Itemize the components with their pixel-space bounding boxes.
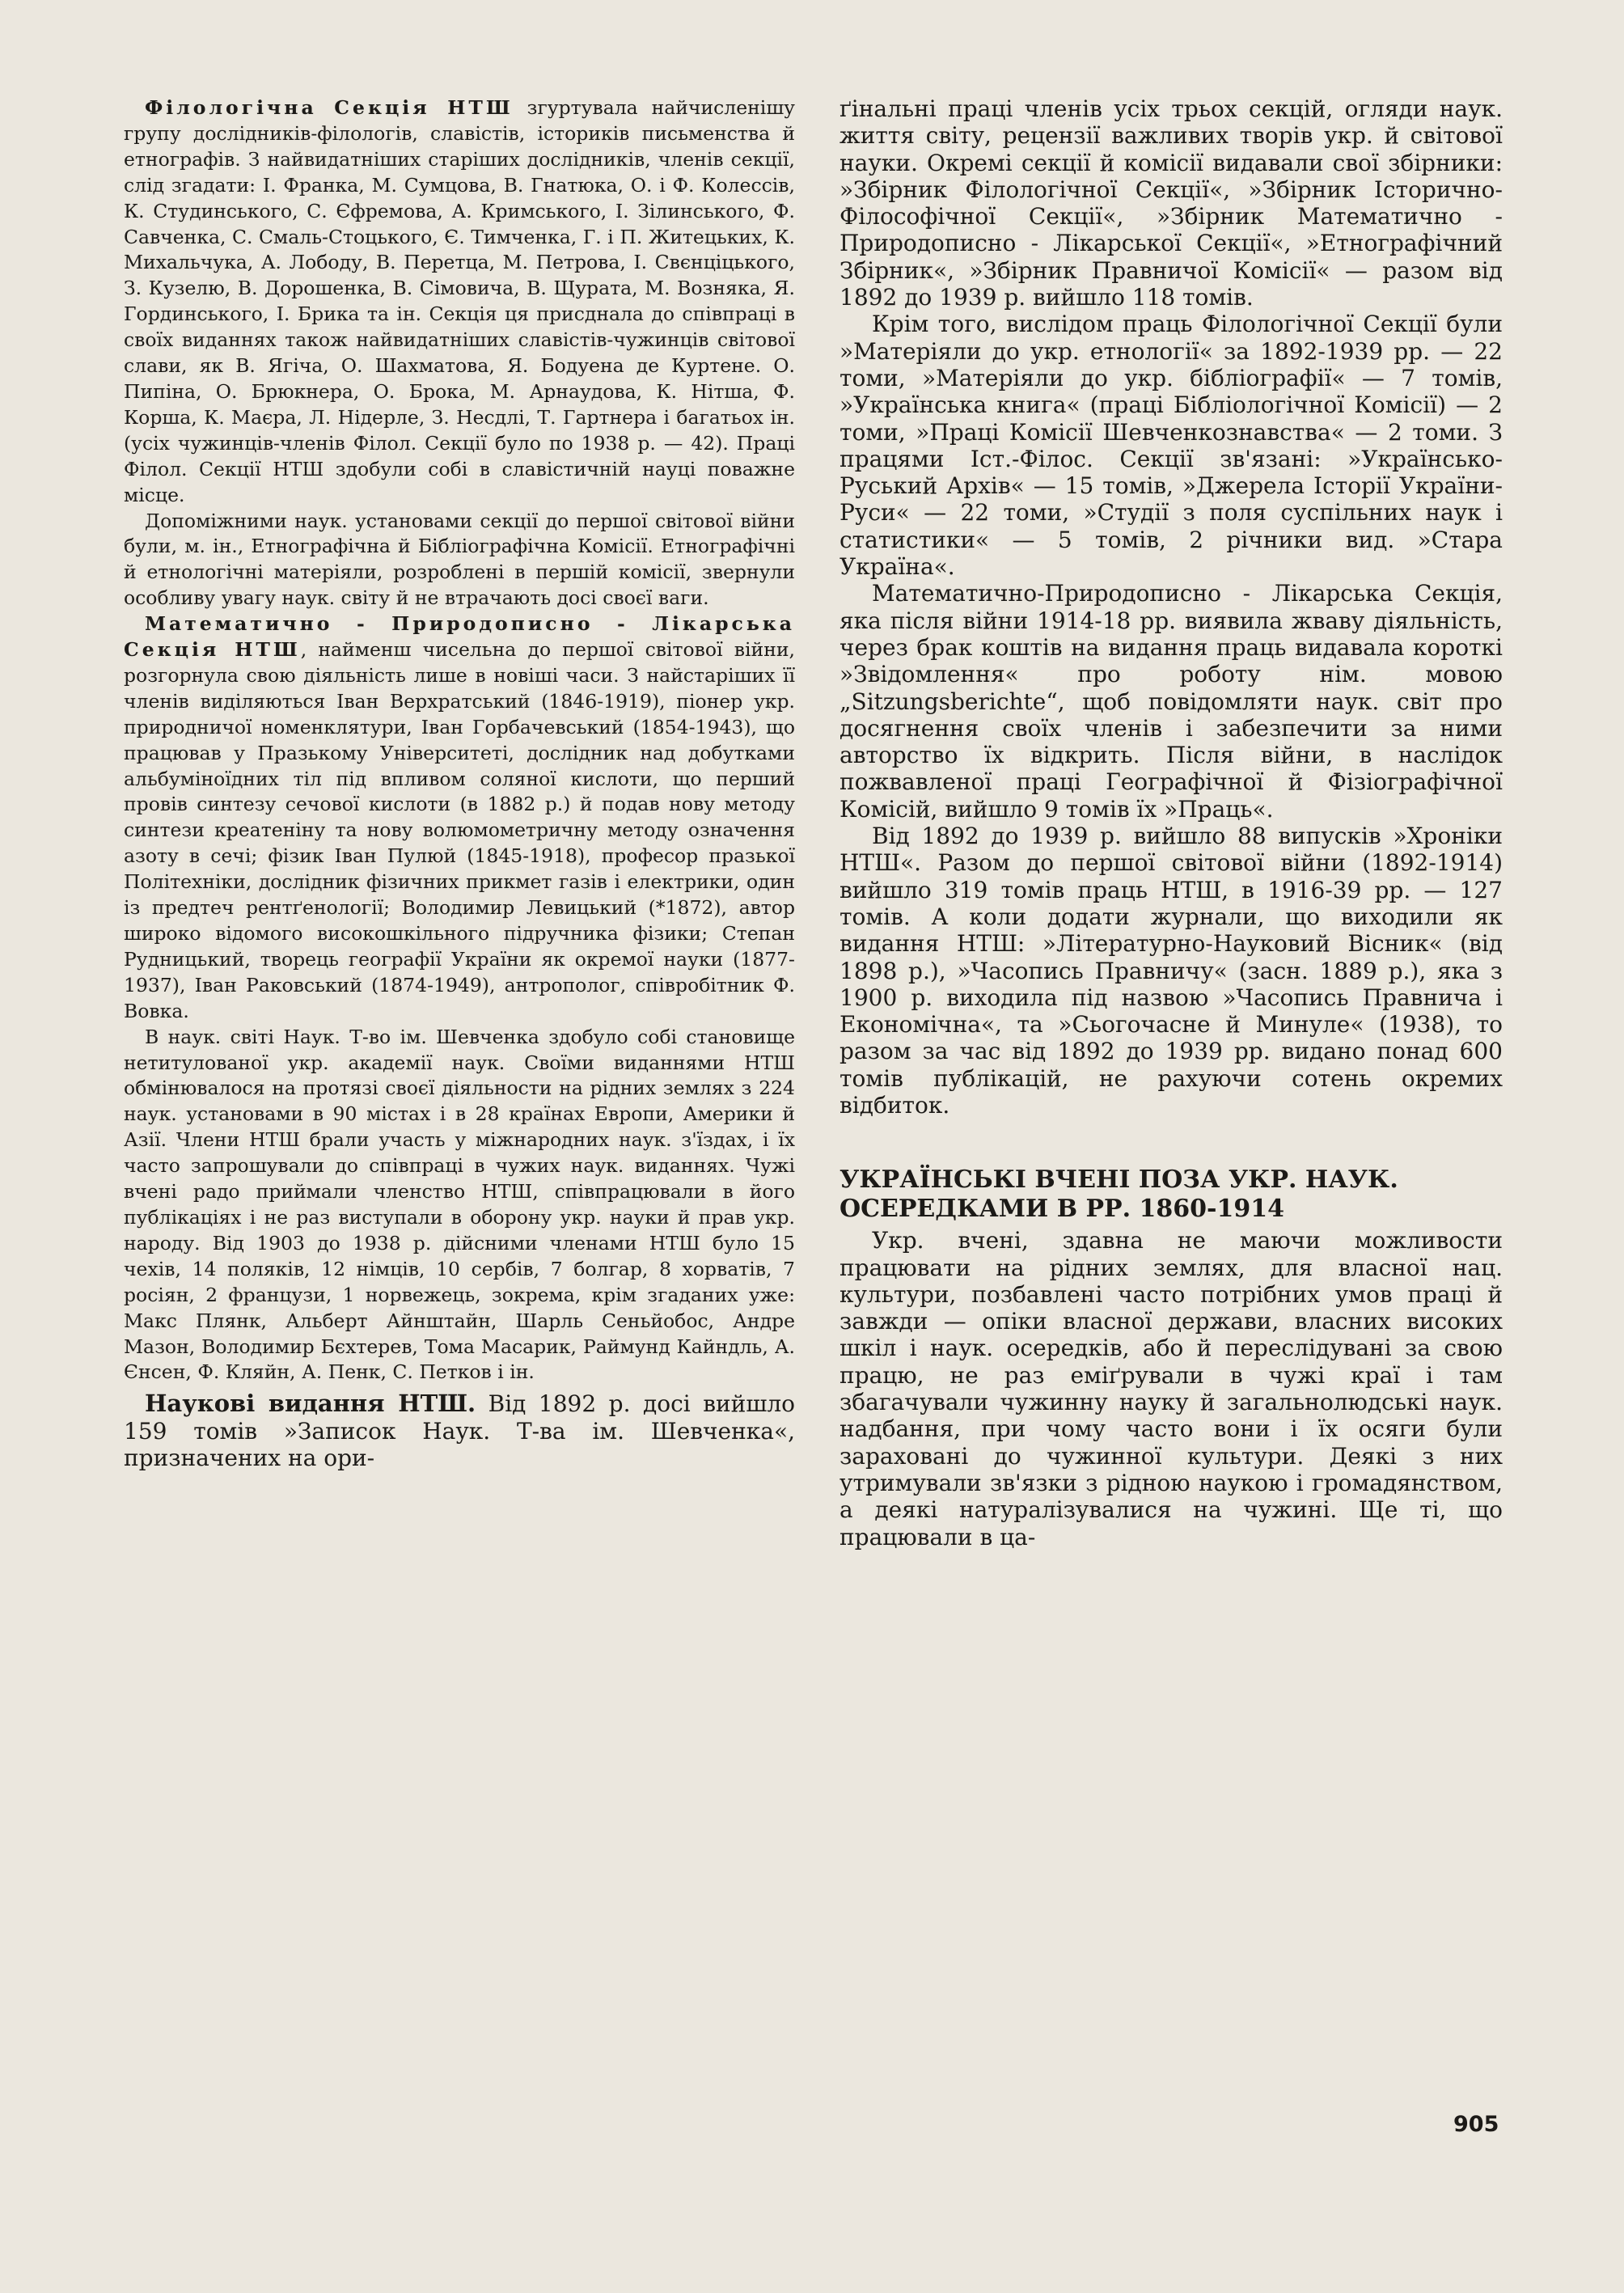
subheading-scientific-publications: Наукові видання НТШ. — [145, 1390, 476, 1418]
left-column — [124, 95, 795, 1471]
section-name-math: Математично - Природописно - Лікарська Секція НТШ — [124, 612, 795, 662]
paragraph-text: Від 1892 р. досі вийшло 159 томів »Записок Наук. Т-ва ім. Шевченка«, призначених на ори- — [124, 1390, 796, 1471]
paragraph-scholars-abroad: Укр. вчені, здавна не маючи можливости працювати на рідних землях, для власної нац. культури, позбавлені часто потрібних умов праці й завжди — опіки власної держави, власних високих шкіл і наук. осередків, або й переслідувані за свою працю, не раз еміґрували в чужі краї і там збагачували чужинну науку й загальнолюдські наук. надбання, при чому часто вони і їх осяги були зараховані до чужинної культури. Деякі з них утримували зв'язки з рідною наукою і громадянством, а деякі натуралізувалися на чужині. Ще ті, що працювали в ца- — [839, 1227, 1503, 1551]
section-heading-scholars-abroad: УКРАЇНСЬКІ ВЧЕНІ ПОЗА УКР. НАУК. ОСЕРЕДКАМИ В РР. 1860-1914 — [839, 1166, 1398, 1224]
paragraph-philological-works: Крім того, вислідом праць Філологічної Секції були »Матеріяли до укр. етнології« за 1892-1939 рр. — 22 томи, »Матеріяли до укр. бібліографії« — 7 томів, »Українська книга« (праці Бібліологічної Комісії) — 2 томи, »Праці Комісії Шевченкознавства« — 2 томи. З працями Іст.-Філос. Секції зв'язані: »Українсько-Руський Архів« — 15 томів, »Джерела Історії України-Руси« — 22 томи, »Студії з поля суспільних наук і статистики« — 5 томів, 2 річники вид. »Стара Україна«. — [839, 311, 1503, 581]
page-number: 905 — [1453, 2112, 1499, 2137]
paragraph-text: , найменш чисельна до першої світової війни, розгорнула свою діяльність лише в новіші часи. З найстаріших її членів виділяються Іван Верхратський (1846-1919), піонер укр. природничої номенклятури, Іван Горбачевський (1854-1943), що працював у Празькому Університеті, дослідник над добутками альбуміноїдних тіл під впливом соляної кислоти, що перший провів синтезу сечової кислоти (в 1882 р.) й подав нову методу синтези креатеніну та нову волюмометричну методу означення азоту в сечі; фізик Іван Пулюй (1845-1918), професор празької Політехніки, дослідник фізичних прикмет газів і електрики, один із предтеч рентґенології; Володимир Левицький (*1872), автор широко відомого високошкільного підручника фізики; Степан Рудницький, творець географії України як окремої науки (1877-1937), Іван Раковський (1874-1949), антрополог, співробітник Ф. Вовка. — [124, 638, 795, 1022]
paragraph-math-section — [124, 611, 795, 1025]
paragraph-text: згуртувала найчисленішу групу дослідників-філологів, славістів, істориків письменства й етнографів. З найвидатніших старіших дослідників, членів секції, слід згадати: І. Франка, М. Сумцова, В. Гнатюка, О. і Ф. Колессів, К. Студинського, С. Єфремова, А. Кримського, І. Зілинського, Ф. Савченка, С. Смаль-Стоцького, Є. Тимченка, Г. і П. Житецьких, К. Михальчука, А. Лободу, В. Перетца, М. Петрова, І. Свєнціцького, З. Кузелю, В. Дорошенка, В. Сімовича, В. Щурата, М. Возняка, Я. Гординського, І. Брика та ін. Секція ця присднала до співпраці в своїх виданнях також найвидатніших славістів-чужинців світової слави, як В. Ягіча, О. Шахматова, Я. Бодуена де Куртене. О. Пипіна, О. Брюкнера, О. Брока, М. Арнаудова, К. Нітша, Ф. Корша, К. Маєра, Л. Нідерле, З. Несдлі, Т. Гартнера і багатьох ін. (усіх чужинців-членів Філол. Секції було по 1938 р. — 42). Праці Філол. Секції НТШ здобули собі в славістичній науці поважне місце. — [124, 96, 795, 506]
section-name-philological: Філологічна Секція НТШ — [145, 96, 514, 119]
paragraph-publication-totals: Від 1892 до 1939 р. вийшло 88 випусків »Хроніки НТШ«. Разом до першої світової війни (1892-1914) вийшло 319 томів праць НТШ, в 1916-39 рр. — 127 томів. А коли додати журнали, що виходили як видання НТШ: »Літературно-Науковий Вісник« (від 1898 р.), »Часопись Правничу« (засн. 1889 р.), яка з 1900 р. виходила під назвою »Часопись Правнича і Економічна«, та »Сьогочасне й Минуле« (1938), то разом за час від 1892 до 1939 рр. видано понад 600 томів публікацій, не рахуючи сотень окремих відбиток. — [839, 823, 1503, 1119]
right-column — [839, 95, 1503, 1551]
paragraph-philological-section — [124, 95, 795, 509]
paragraph-continued-publications: ґінальні праці членів усіх трьох секцій, огляди наук. життя світу, рецензії важливих творів укр. й світової науки. Окремі секції й комісії видавали свої збірники: »Збірник Філологічної Секції«, »Збірник Історично-Філософічної Секції«, »Збірник Математично - Природописно - Лікарської Секції«, »Етнографічний Збірник«, »Збірник Правничої Комісії« — разом від 1892 до 1939 р. вийшло 118 томів. — [839, 95, 1503, 311]
paragraph-international-standing: В наук. світі Наук. Т-во ім. Шевченка здобуло собі становище нетитулованої укр. академії наук. Своїми виданнями НТШ обмінювалося на протязі своєї діяльности на рідних землях з 224 наук. установами в 90 містах і в 28 країнах Европи, Америки й Азії. Члени НТШ брали участь у міжнародних наук. з'їздах, і їх часто запрошували до співпраці в чужих наук. виданнях. Чужі вчені радо приймали членство НТШ, співпрацювали в його публікаціях і не раз виступали в оборону укр. науки й прав укр. народу. Від 1903 до 1938 р. дійсними членами НТШ було 15 чехів, 14 поляків, 12 німців, 10 сербів, 7 болгар, 8 хорватів, 7 росіян, 2 французи, 1 норвежець, зокрема, крім згаданих уже: Макс Плянк, Альберт Айнштайн, Шарль Сеньйобос, Андре Мазон, Володимир Бєхтерев, Тома Масарик, Раймунд Кайндль, А. Єнсен, Ф. Кляйн, А. Пенк, С. Петков і ін. — [124, 1025, 795, 1384]
paragraph-auxiliary-commissions: Допоміжними наук. установами секції до першої світової війни були, м. ін., Етнографічна й Бібліографічна Комісії. Етнографічні й етнологічні матеріяли, розроблені в першій комісії, звернули особливу увагу наук. світу й не втрачають досі своєї ваги. — [124, 509, 795, 610]
paragraph-math-section-reports: Математично-Природописно - Лікарська Секція, яка після війни 1914-18 рр. виявила жваву діяльність, через брак коштів на видання праць видавала короткі »Звідомлення« про роботу нім. мовою „Sitzungsberichte“, щоб повідомляти наук. світ про досягнення своїх членів і забезпечити за ними авторство їх відкрить. Після війни, в наслідок пожвавленої праці Географічної й Фізіографічної Комісій, вийшло 9 томів їх »Праць«. — [839, 580, 1503, 823]
paragraph-scientific-publications — [124, 1390, 795, 1471]
